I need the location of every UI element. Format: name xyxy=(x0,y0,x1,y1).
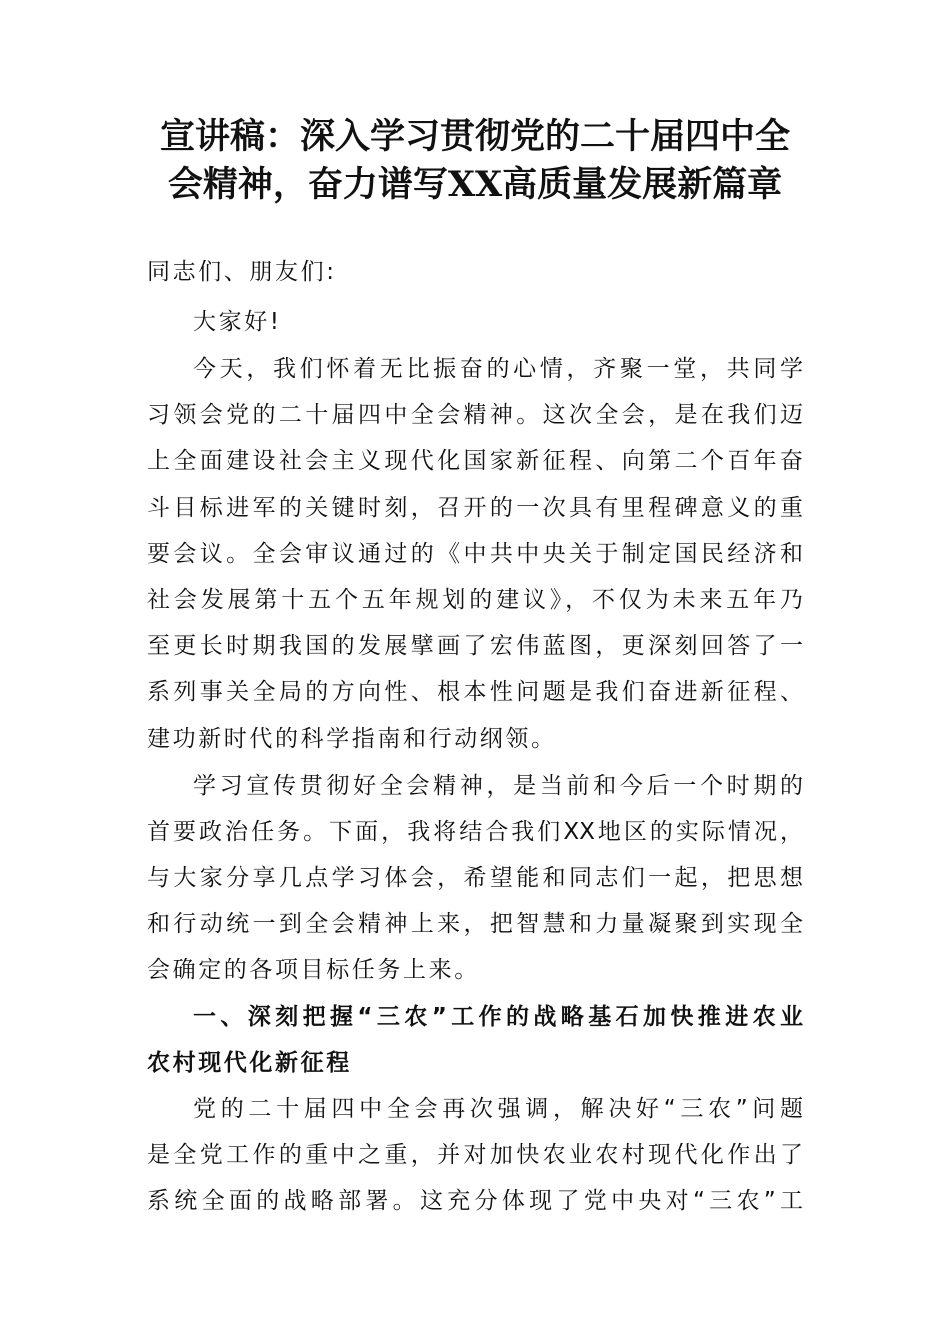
paragraph-line: 是全党工作的重中之重，并对加快农业农村现代化作出了 xyxy=(147,1142,803,1168)
document-title-line-1: 宣讲稿：深入学习贯彻党的二十届四中全 xyxy=(159,116,790,157)
paragraph-line: 习领会党的二十届四中全会精神。这次全会，是在我们迈 xyxy=(147,402,803,428)
paragraph-line: 社会发展第十五个五年规划的建议》，不仅为未来五年乃 xyxy=(147,587,803,613)
paragraph-line: 学习宣传贯彻好全会精神，是当前和今后一个时期的 xyxy=(193,773,803,799)
document-title-line-2: 会精神，奋力谱写XX高质量发展新篇章 xyxy=(167,164,783,205)
section-heading-line: 农村现代化新征程 xyxy=(147,1050,352,1076)
paragraph-line: 斗目标进军的关键时刻，召开的一次具有里程碑意义的重 xyxy=(147,495,803,521)
paragraph-line: 会确定的各项目标任务上来。 xyxy=(147,957,480,983)
paragraph-line: 和行动统一到全会精神上来，把智慧和力量凝聚到实现全 xyxy=(147,911,803,937)
paragraph-line: 系统全面的战略部署。这充分体现了党中央对“三农”工 xyxy=(147,1188,803,1214)
section-heading-line: 一、深刻把握“三农”工作的战略基石加快推进农业 xyxy=(193,1004,803,1030)
paragraph-line: 大家好! xyxy=(193,309,282,335)
paragraph-line: 与大家分享几点学习体会，希望能和同志们一起，把思想 xyxy=(147,865,803,891)
paragraph-line: 党的二十届四中全会再次强调，解决好“三农”问题 xyxy=(193,1096,803,1122)
paragraph-line: 首要政治任务。下面，我将结合我们XX地区的实际情况， xyxy=(147,819,803,845)
paragraph-line: 至更长时期我国的发展擘画了宏伟蓝图，更深刻回答了一 xyxy=(147,633,803,659)
paragraph-line: 今天，我们怀着无比振奋的心情，齐聚一堂，共同学 xyxy=(193,356,803,382)
paragraph-line: 要会议。全会审议通过的《中共中央关于制定国民经济和 xyxy=(147,541,803,567)
paragraph-line: 同志们、朋友们: xyxy=(147,259,337,285)
paragraph-line: 上全面建设社会主义现代化国家新征程、向第二个百年奋 xyxy=(147,448,803,474)
paragraph-line: 建功新时代的科学指南和行动纲领。 xyxy=(147,726,557,752)
paragraph-line: 系列事关全局的方向性、根本性问题是我们奋进新征程、 xyxy=(147,679,803,705)
